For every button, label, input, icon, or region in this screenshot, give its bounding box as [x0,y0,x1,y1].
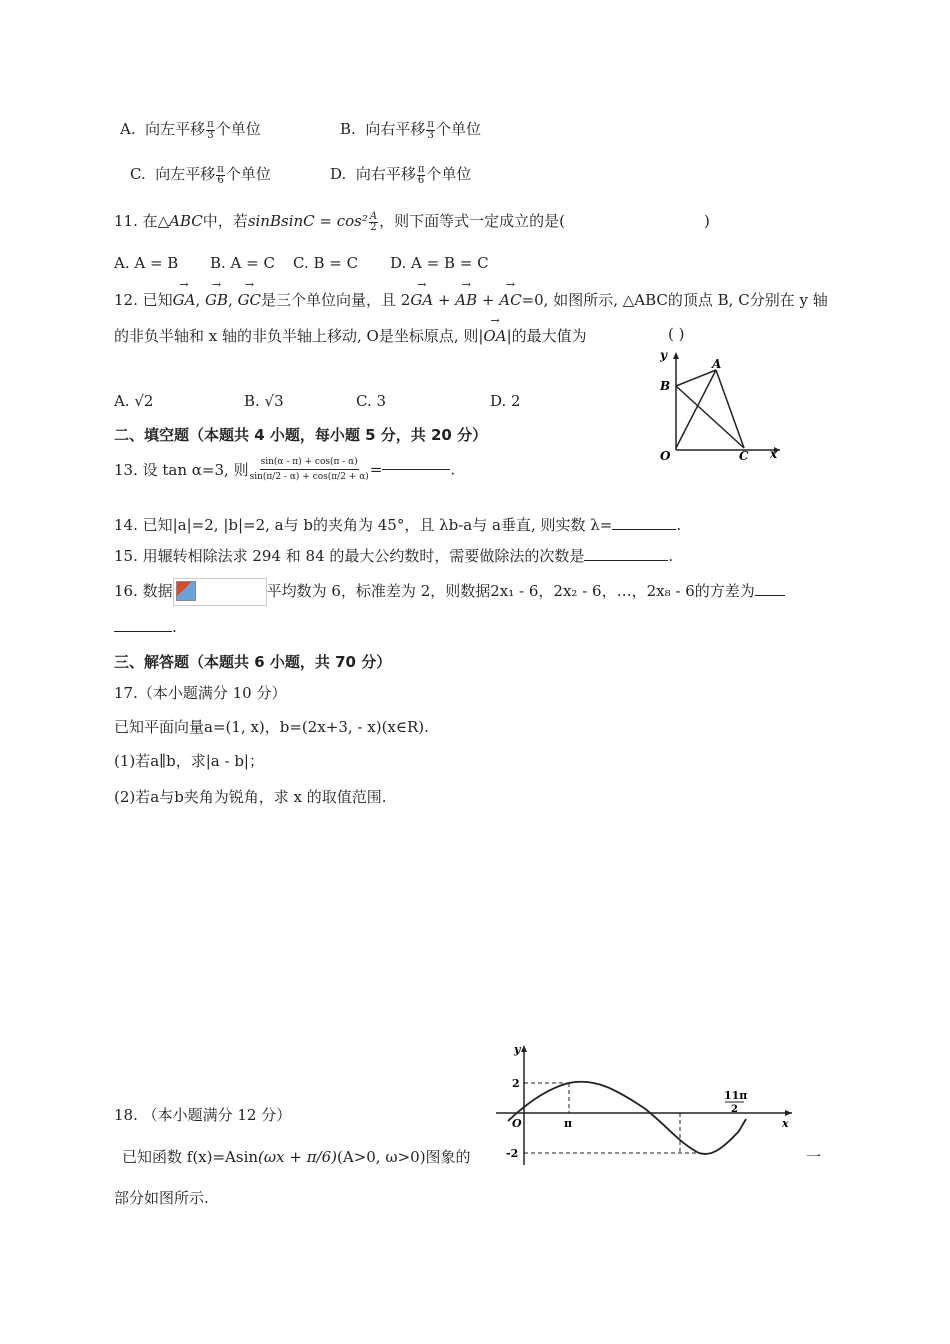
q18-graph-11pi-label: 11π [724,1089,748,1102]
q11-stem: 11. 在△ABC中，若sinBsinC = cos² $\frac{A}{2}$ ，则下面等式一定成立的是( [114,210,565,233]
q12-fig-o-label: O [660,449,671,463]
q18-title: 18. （本小题满分 12 分） [114,1106,292,1124]
q10-option-b: B. 向右平移 $\frac{\pi}{3}$ 个单位 [340,118,481,141]
q18-graph-x-label: x [782,1117,789,1130]
q11-paren-close: ) [704,212,710,230]
q18-line2: 部分如图所示. [114,1189,209,1207]
q18-line1: 已知函数 f(x)=Asin(ωx + π/6)(A>0, ω>0)图象的 [122,1148,471,1166]
q18-graph-y-label: y [514,1043,521,1056]
q18-graph-neg2-label: -2 [506,1147,519,1160]
q17-line2: (1)若a∥b，求|a - b|； [114,752,264,770]
q14: 14. 已知|a|=2, |b|=2, a与 b的夹角为 45°，且 λb-a与 a垂直, 则实数 λ= . [114,516,682,534]
q17-line1: 已知平面向量a=(1, x)，b=(2x+3, - x)(x∈R). [114,718,429,736]
q18-line1-tail: 一 [806,1148,822,1166]
q12-option-c: C. 3 [356,392,387,410]
q12-line1: 12. 已知→ GA, → GB, → GC是三个单位向量，且 2→ GA + → AB + → AC=0, 如图所示, △ABC的顶点 B, C分别在 y 轴 [114,289,828,310]
broken-image-placeholder [173,578,267,606]
q11-option-a: A. A = B [114,254,179,272]
q16: 16. 数据 平均数为 6，标准差为 2，则数据2x₁ - 6，2x₂ - 6，…，2x₈ - 6的方差为 [114,578,785,606]
q12-fig-c-label: C [739,449,749,463]
section3-heading: 三、解答题（本题共 6 小题，共 70 分） [114,653,392,671]
q12-option-b: B. √3 [244,392,284,410]
q12-answer-paren: ( ) [668,325,685,343]
q12-fig-y-label: y [660,348,667,362]
q18-graph-11pi-den: 2 [731,1104,738,1115]
q18-graph-o-label: O [512,1117,522,1130]
q10-option-a: A. 向左平移 $\frac{\pi}{3}$ 个单位 [120,118,261,141]
q12-triangle-figure [648,348,788,463]
q12-fig-x-label: x [770,447,778,461]
q12-option-d: D. 2 [490,392,521,410]
q16-continuation: . [114,618,177,636]
q15: 15. 用辗转相除法求 294 和 84 的最大公约数时，需要做除法的次数是 . [114,547,674,565]
q10-option-d: D. 向右平移 $\frac{\pi}{6}$ 个单位 [330,163,472,186]
q18-graph-2-label: 2 [512,1077,520,1090]
q11-option-c: C. B = C [293,254,359,272]
q11-option-b: B. A = C [210,254,275,272]
q12-option-a: A. √2 [114,392,154,410]
q18-sine-graph [494,1043,794,1168]
q10-option-c: C. 向左平移 $\frac{\pi}{6}$ 个单位 [130,163,271,186]
q12-fig-b-label: B [660,379,671,393]
section2-heading: 二、填空题（本题共 4 小题，每小题 5 分，共 20 分） [114,426,488,444]
q17-title: 17.（本小题满分 10 分） [114,684,287,702]
q12-fig-a-label: A [712,357,722,371]
q17-line3: (2)若a与b夹角为锐角，求 x 的取值范围. [114,788,387,806]
q12-line2: 的非负半轴和 x 轴的非负半轴上移动, O是坐标原点, 则|→ OA|的最大值为 [114,325,587,346]
q11-option-d: D. A = B = C [390,254,489,272]
q13: 13. 设 tan α=3, 则 $\frac{\sin(\alpha - \pi) + \cos(\pi - \alpha)}{\sin(\pi/2 - \alpha) + \cos(\pi/2 + \alpha)}$ = . [114,457,456,482]
q18-graph-pi-label: π [564,1117,573,1130]
